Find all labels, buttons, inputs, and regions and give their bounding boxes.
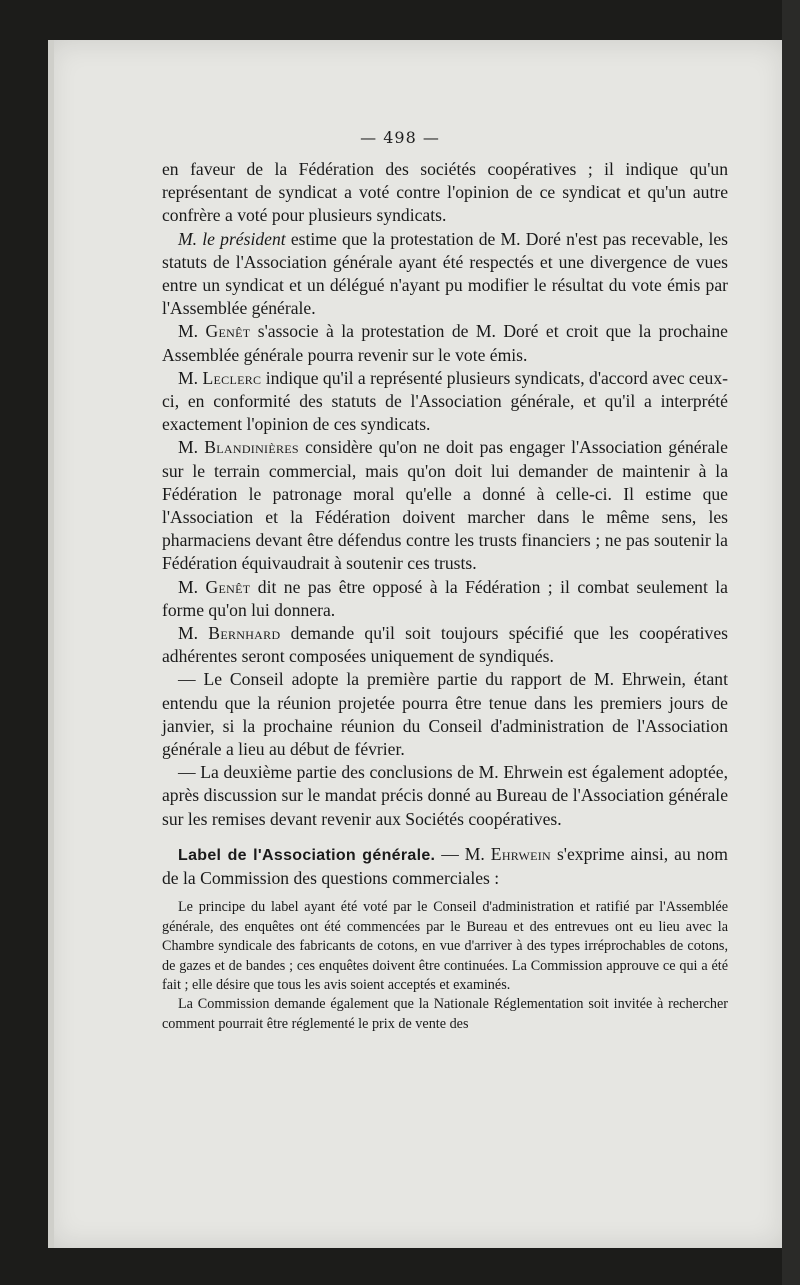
paragraph-text: indique qu'il a représenté plusieurs syndicats, d'accord avec ceux-ci, en conformité des statuts de l'Association générale, et qu'il a interprété exactement l'opinion de ces syndicats. bbox=[162, 367, 728, 435]
quoted-report bbox=[162, 898, 728, 1034]
page-number: — 498 — bbox=[360, 128, 440, 147]
paragraph-text: dit ne pas être opposé à la Fédération ; il combat seulement la forme qu'on lui donnera. bbox=[162, 576, 728, 620]
paragraph-text: considère qu'on ne doit pas engager l'Association générale sur le terrain commercial, mais qu'on doit lui demander de maintenir à la Fédération le patronage moral qu'elle a donné à celle-ci. Il estime que l'Association et la Fédération doivent marcher dans le même sens, les pharmaciens devant être défendus contre les trusts financiers ; ne pas soutenir la Fédération équivaudrait à soutenir ces trusts. bbox=[162, 437, 728, 574]
speaker-name: Ehrwein bbox=[490, 843, 551, 864]
speaker-name: Blandinières bbox=[204, 437, 299, 458]
paragraph bbox=[162, 668, 728, 761]
section-heading: Label de l'Association générale. bbox=[178, 846, 436, 864]
scan-border bbox=[782, 0, 800, 1285]
speaker-prefix: — M. bbox=[435, 843, 491, 864]
section-paragraph bbox=[162, 843, 728, 890]
speaker-prefix: M. bbox=[178, 576, 206, 597]
paragraph bbox=[162, 576, 728, 622]
quote-paragraph: Le principe du label ayant été voté par le Conseil d'administration et ratifié par l'Assemblée générale, des enquêtes ont été commencées par le Bureau et des entrevues ont eu lieu avec la Chambre syndicale des fabricants de cotons, en vue d'arriver à des types irréprochables de cotons, de gazes et de bandes ; ces enquêtes doivent être continuées. La Commission approuve ce qui a été fait ; elle désire que tous les avis soient acceptés et examinés. bbox=[162, 899, 728, 993]
paragraph bbox=[162, 436, 728, 575]
speaker-prefix: M. bbox=[178, 623, 209, 644]
paragraph bbox=[162, 228, 728, 321]
paragraph-text: s'exprime ainsi, au nom de la Commission des questions commerciales : bbox=[162, 843, 728, 889]
speaker-name: Bernhard bbox=[208, 623, 281, 644]
paragraph bbox=[162, 761, 728, 831]
speaker-prefix: M. bbox=[178, 367, 203, 388]
speaker-name: Leclerc bbox=[202, 367, 262, 388]
speaker-name: Genêt bbox=[205, 576, 251, 597]
paragraph bbox=[162, 622, 728, 668]
paragraph bbox=[162, 320, 728, 366]
page-body bbox=[162, 158, 728, 1034]
paragraph-text: — La deuxième partie des conclusions de M. Ehrwein est également adoptée, après discussion sur le mandat précis donné au Bureau de l'Association générale sur les remises devant revenir aux Sociétés coopératives. bbox=[162, 762, 728, 829]
speaker-prefix: M. bbox=[178, 321, 206, 342]
speaker-prefix: M. bbox=[178, 437, 205, 458]
page-binding-edge bbox=[48, 40, 54, 1248]
paragraph-text: en faveur de la Fédération des sociétés coopératives ; il indique qu'un représentant de syndicat a voté contre l'opinion de ce syndicat et qu'un autre confrère a voté pour plusieurs syndicats. bbox=[162, 159, 728, 226]
paragraph-text: — Le Conseil adopte la première partie du rapport de M. Ehrwein, étant entendu que la réunion projetée pourra être tenue dans les premiers jours de janvier, si la prochaine réunion du Conseil d'administration de l'Association générale a lieu au début de février. bbox=[162, 669, 728, 760]
speaker-name: Genêt bbox=[205, 321, 251, 342]
quote-paragraph: La Commission demande également que la Nationale Réglementation soit invitée à rechercher comment pourrait être réglementé le prix de vente des bbox=[162, 996, 728, 1032]
paragraph-text: demande qu'il soit toujours spécifié que les coopératives adhérentes seront composées uniquement de syndiqués. bbox=[162, 623, 728, 667]
paragraph-text: s'associe à la protestation de M. Doré et croit que la prochaine Assemblée générale pourra revenir sur le vote émis. bbox=[162, 321, 728, 365]
paragraph bbox=[162, 367, 728, 437]
paragraph bbox=[162, 158, 728, 228]
paragraph-text: estime que la protestation de M. Doré n'est pas recevable, les statuts de l'Association générale ayant été respectés et une divergence de vues entre un syndicat et un délégué n'ayant pu modifier le résultat du vote émis par l'Assemblée générale. bbox=[162, 228, 728, 319]
speaker-name: M. le président bbox=[178, 228, 286, 249]
